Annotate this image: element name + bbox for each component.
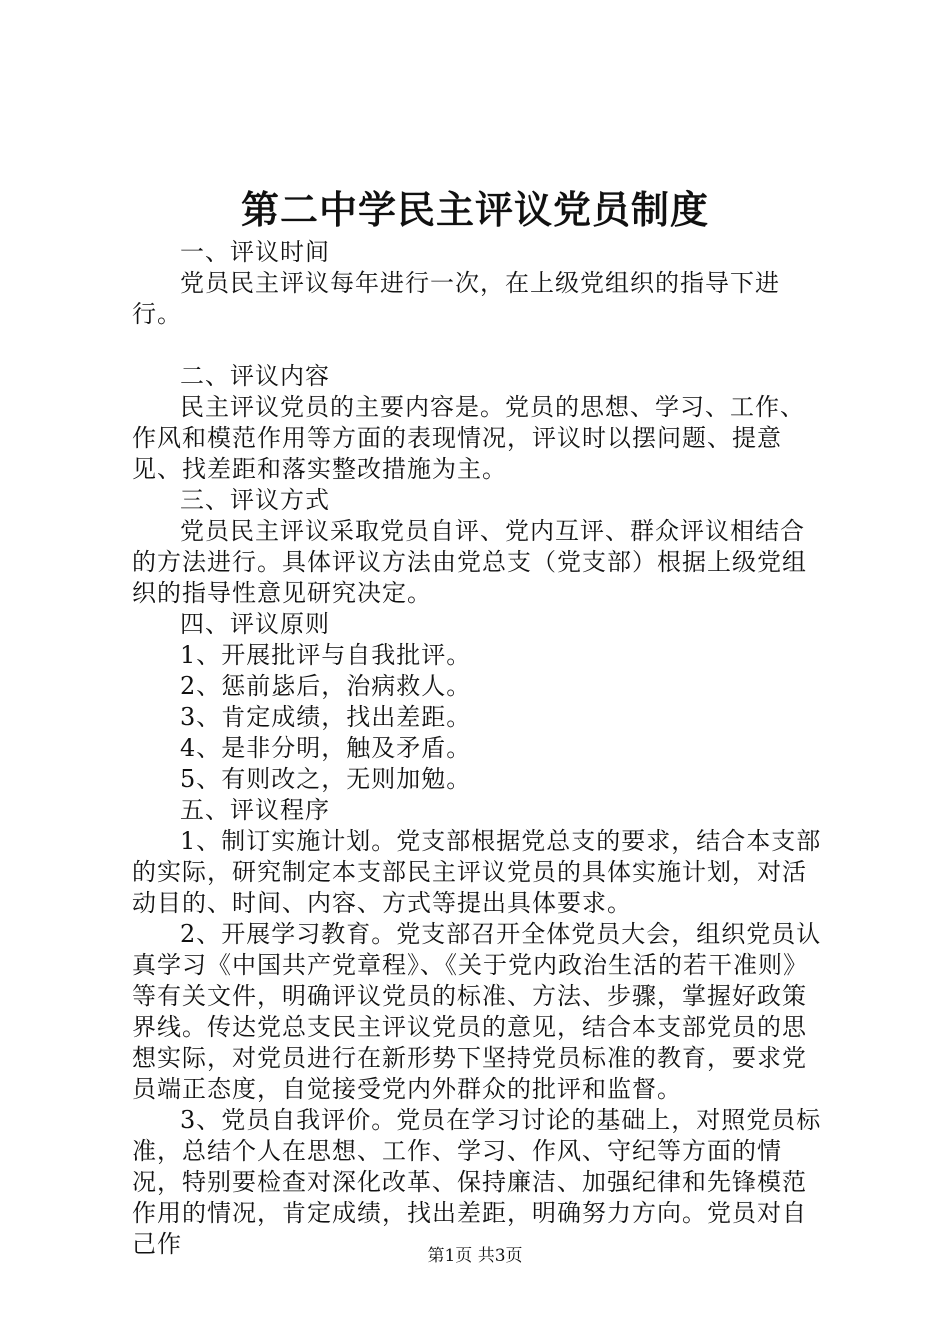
paragraph-spacer xyxy=(132,330,822,361)
body-paragraph: 1、开展批评与自我批评。 xyxy=(180,641,472,669)
body-paragraph: 2、开展学习教育。党支部召开全体党员大会，组织党员认真学习《中国共产党章程》、《关于党内政治生活的若干准则》等有关文件，明确评议党员的标准、方法、步骤，掌握好政策界线。传达党总支民主评议党员的意见，结合本支部党员的思想实际，对党员进行在新形势下坚持党员标准的教育，要求党员端正态度，自觉接受党内外群众的批评和监督。 xyxy=(132,920,822,1103)
body-paragraph: 1、制订实施计划。党支部根据党总支的要求，结合本支部的实际，研究制定本支部民主评议党员的具体实施计划，对活动目的、时间、内容、方式等提出具体要求。 xyxy=(132,827,822,917)
section-heading: 三、评议方式 xyxy=(180,486,330,514)
body-paragraph: 3、肯定成绩，找出差距。 xyxy=(180,703,472,731)
section-heading: 一、评议时间 xyxy=(180,238,330,266)
body-paragraph: 民主评议党员的主要内容是。党员的思想、学习、工作、作风和模范作用等方面的表现情况，评议时以摆问题、提意见、找差距和落实整改措施为主。 xyxy=(132,393,805,483)
section-heading: 四、评议原则 xyxy=(180,610,330,638)
section-heading: 二、评议内容 xyxy=(180,362,330,390)
body-paragraph: 2、惩前毖后，治病救人。 xyxy=(180,672,472,700)
document-title: 第二中学民主评议党员制度 xyxy=(240,187,709,232)
section-heading: 五、评议程序 xyxy=(180,796,330,824)
body-paragraph: 党员民主评议每年进行一次，在上级党组织的指导下进行。 xyxy=(132,269,780,328)
body-paragraph: 3、党员自我评价。党员在学习讨论的基础上，对照党员标准，总结个人在思想、工作、学习、作风、守纪等方面的情况，特别要检查对深化改革、保持廉洁、加强纪律和先锋模范作用的情况，肯定成绩，找出差距，明确努力方向。党员对自己作 xyxy=(132,1106,822,1258)
page-footer: 第1页 共3页 xyxy=(427,1246,523,1266)
body-paragraph: 党员民主评议采取党员自评、党内互评、群众评议相结合的方法进行。具体评议方法由党总支（党支部）根据上级党组织的指导性意见研究决定。 xyxy=(132,517,807,607)
document-body xyxy=(132,237,822,1260)
body-paragraph: 5、有则改之，无则加勉。 xyxy=(180,765,472,793)
body-paragraph: 4、是非分明，触及矛盾。 xyxy=(180,734,472,762)
